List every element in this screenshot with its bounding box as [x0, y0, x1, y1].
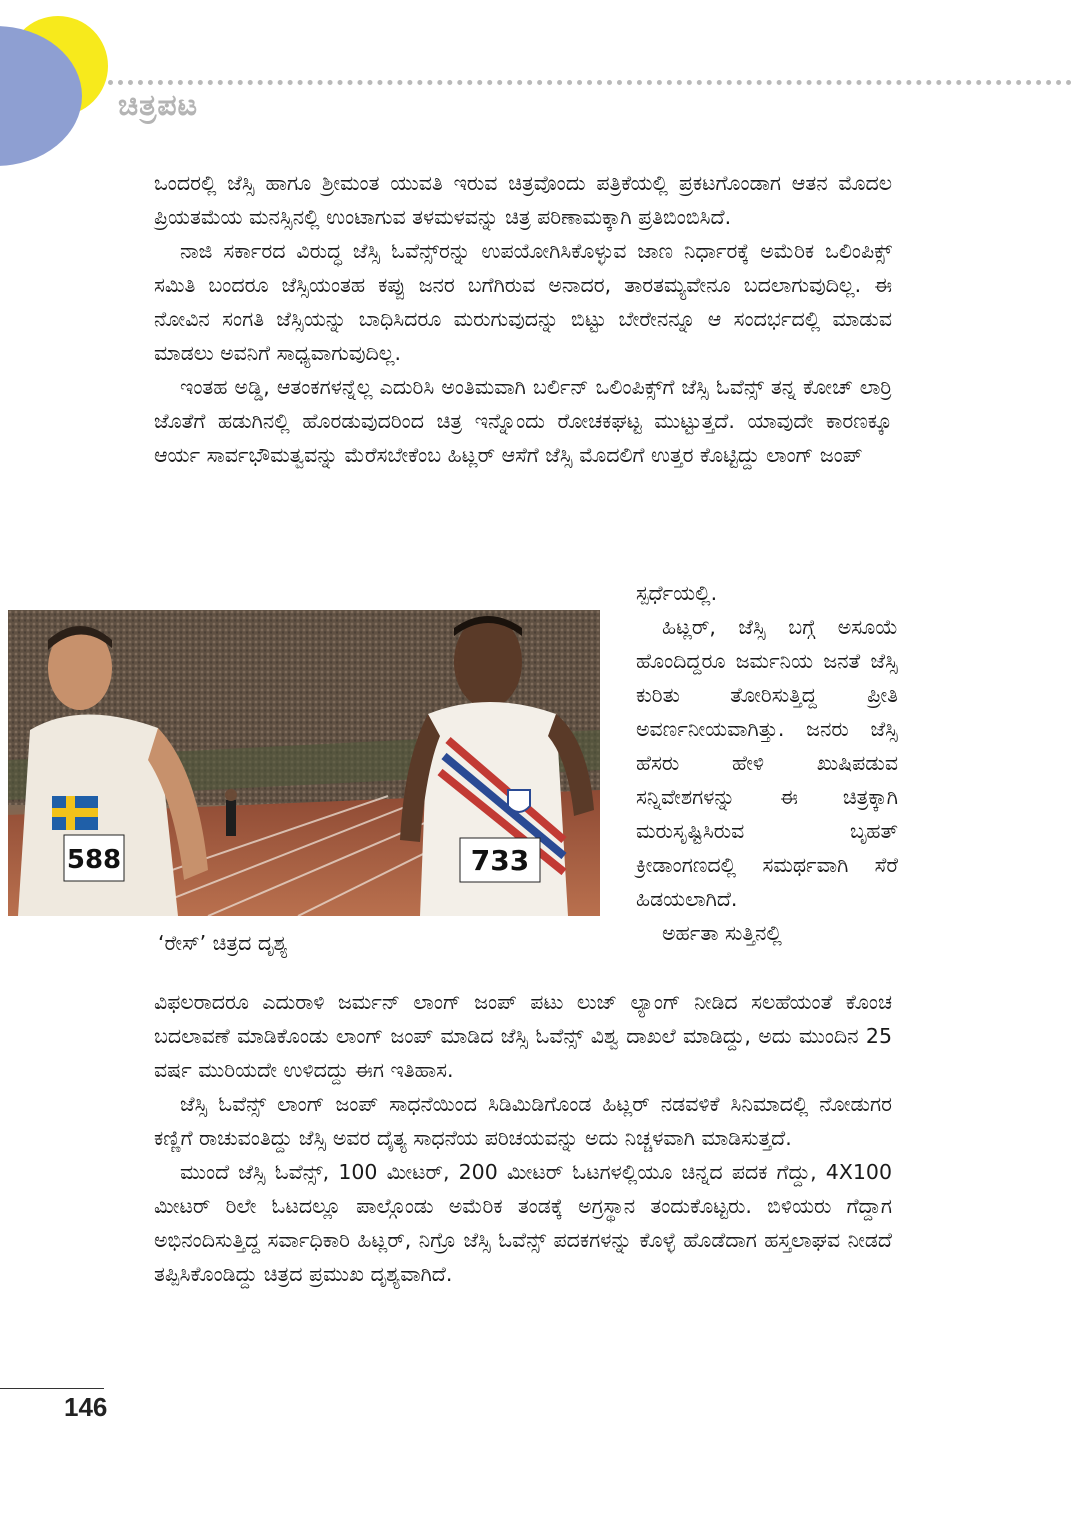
- paragraph: ವಿಫಲರಾದರೂ ಎದುರಾಳಿ ಜರ್ಮನ್ ಲಾಂಗ್ ಜಂಪ್ ಪಟು ಲುಜ್ ಲ್ಯಾಂಗ್ ನೀಡಿದ ಸಲಹೆಯಂತೆ ಕೊಂಚ ಬದಲಾವಣೆ ಮಾಡಿಕೊಂಡು ಲಾಂಗ್ ಜಂಪ್ ಮಾಡಿದ ಜೆಸ್ಸಿ ಓವೆನ್ಸ್ ವಿಶ್ವ ದಾಖಲೆ ಮಾಡಿದ್ದು, ಅದು ಮುಂದಿನ 25 ವರ್ಷ ಮುರಿಯದೇ ಉಳಿದದ್ದು ಈಗ ಇತಿಹಾಸ.: [154, 990, 892, 1082]
- bib-number-left: 588: [66, 845, 122, 875]
- paragraph: ಸ್ಪರ್ಧೆಯಲ್ಲಿ.: [636, 581, 718, 605]
- paragraph: ಇಂತಹ ಅಡ್ಡಿ, ಆತಂಕಗಳನ್ನೆಲ್ಲ ಎದುರಿಸಿ ಅಂತಿಮವಾಗಿ ಬರ್ಲಿನ್ ಒಲಿಂಪಿಕ್ಸ್‌ಗೆ ಜೆಸ್ಸಿ ಓವೆನ್ಸ್ ತನ್ನ ಕೋಚ್ ಲಾರ್ರಿ ಜೊತೆಗೆ ಹಡುಗಿನಲ್ಲಿ ಹೊರಡುವುದರಿಂದ ಚಿತ್ರ ಇನ್ನೊಂದು ರೋಚಕಘಟ್ಟ ಮುಟ್ಟುತ್ತದೆ. ಯಾವುದೇ ಕಾರಣಕ್ಕೂ ಆರ್ಯ ಸಾರ್ವಭೌಮತ್ವವನ್ನು ಮೆರೆಸಬೇಕೆಂಬ ಹಿಟ್ಲರ್ ಆಸೆಗೆ ಜೆಸ್ಸಿ ಮೊದಲಿಗೆ ಉತ್ತರ ಕೊಟ್ಟಿದ್ದು ಲಾಂಗ್ ಜಂಪ್: [154, 375, 892, 467]
- header-dotted-rule: [108, 80, 1072, 85]
- paragraph: ಒಂದರಲ್ಲಿ ಜೆಸ್ಸಿ ಹಾಗೂ ಶ್ರೀಮಂತ ಯುವತಿ ಇರುವ ಚಿತ್ರವೊಂದು ಪತ್ರಿಕೆಯಲ್ಲಿ ಪ್ರಕಟಗೊಂಡಾಗ ಆತನ ಮೊದಲ ಪ್ರಿಯತಮೆಯ ಮನಸ್ಸಿನಲ್ಲಿ ಉಂಟಾಗುವ ತಳಮಳವನ್ನು ಚಿತ್ರ ಪರಿಣಾಮಕ್ಕಾಗಿ ಪ್ರತಿಬಿಂಬಿಸಿದೆ.: [154, 171, 892, 229]
- paragraph: ನಾಜಿ ಸರ್ಕಾರದ ವಿರುದ್ಧ ಜೆಸ್ಸಿ ಓವೆನ್ಸ್‌ರನ್ನು ಉಪಯೋಗಿಸಿಕೊಳ್ಳುವ ಜಾಣ ನಿರ್ಧಾರಕ್ಕೆ ಅಮೆರಿಕ ಒಲಿಂಪಿಕ್ಸ್ ಸಮಿತಿ ಬಂದರೂ ಜೆಸ್ಸಿಯಂತಹ ಕಪ್ಪು ಜನರ ಬಗೆಗಿರುವ ಅನಾದರ, ತಾರತಮ್ಯವೇನೂ ಬದಲಾಗುವುದಿಲ್ಲ. ಈ ನೋವಿನ ಸಂಗತಿ ಜೆಸ್ಸಿಯನ್ನು ಬಾಧಿಸಿದರೂ ಮರುಗುವುದನ್ನು ಬಿಟ್ಟು ಬೇರೇನನ್ನೂ ಆ ಸಂದರ್ಭದಲ್ಲಿ ಮಾಡುವ ಮಾಡಲು ಅವನಿಗೆ ಸಾಧ್ಯವಾಗುವುದಿಲ್ಲ.: [154, 239, 892, 365]
- paragraph: ಜೆಸ್ಸಿ ಓವೆನ್ಸ್ ಲಾಂಗ್ ಜಂಪ್ ಸಾಧನೆಯಿಂದ ಸಿಡಿಮಿಡಿಗೊಂಡ ಹಿಟ್ಲರ್ ನಡವಳಿಕೆ ಸಿನಿಮಾದಲ್ಲಿ ನೋಡುಗರ ಕಣ್ಣಿಗೆ ರಾಚುವಂತಿದ್ದು ಜೆಸ್ಸಿ ಅವರ ದೈತ್ಯ ಸಾಧನೆಯ ಪರಿಚಯವನ್ನು ಅದು ನಿಚ್ಚಳವಾಗಿ ಮಾಡಿಸುತ್ತದೆ.: [154, 1092, 892, 1150]
- paragraph: ಹಿಟ್ಲರ್, ಜೆಸ್ಸಿ ಬಗ್ಗೆ ಅಸೂಯೆ ಹೊಂದಿದ್ದರೂ ಜರ್ಮನಿಯ ಜನತೆ ಜೆಸ್ಸಿ ಕುರಿತು ತೋರಿಸುತ್ತಿದ್ದ ಪ್ರೀತಿ ಅವರ್ಣನೀಯವಾಗಿತ್ತು. ಜನರು ಜೆಸ್ಸಿ ಹೆಸರು ಹೇಳಿ ಖುಷಿಪಡುವ ಸನ್ನಿವೇಶಗಳನ್ನು ಈ ಚಿತ್ರಕ್ಕಾಗಿ ಮರುಸೃಷ್ಟಿಸಿರುವ ಬೃಹತ್ ಕ್ರೀಡಾಂಗಣದಲ್ಲಿ ಸಮರ್ಥವಾಗಿ ಸೆರೆ ಹಿಡಯಲಾಗಿದೆ.: [636, 615, 898, 911]
- article-text-bottom: [154, 985, 892, 1291]
- bib-number-right: 733: [470, 844, 530, 877]
- film-still-illustration: [8, 610, 600, 916]
- film-still-photo: [8, 610, 600, 916]
- article-text-top: [154, 166, 892, 472]
- page-number: 146: [64, 1392, 108, 1422]
- official-figure: [225, 789, 237, 836]
- page-number-rule: [0, 1388, 104, 1389]
- paragraph: ಅರ್ಹತಾ ಸುತ್ತಿನಲ್ಲಿ: [662, 921, 782, 945]
- paragraph: ಮುಂದೆ ಜೆಸ್ಸಿ ಓವೆನ್ಸ್, 100 ಮೀಟರ್, 200 ಮೀಟರ್ ಓಟಗಳಲ್ಲಿಯೂ ಚಿನ್ನದ ಪದಕ ಗೆದ್ದು, 4X100 ಮೀಟರ್ ರಿಲೇ ಓಟದಲ್ಲೂ ಪಾಲ್ಗೊಂಡು ಅಮೆರಿಕ ತಂಡಕ್ಕೆ ಅಗ್ರಸ್ಥಾನ ತಂದುಕೊಟ್ಟರು. ಬಿಳಿಯರು ಗೆದ್ದಾಗ ಅಭಿನಂದಿಸುತ್ತಿದ್ದ ಸರ್ವಾಧಿಕಾರಿ ಹಿಟ್ಲರ್, ನಿಗ್ರೊ ಜೆಸ್ಸಿ ಓವೆನ್ಸ್ ಪದಕಗಳನ್ನು ಕೊಳ್ಳೆ ಹೊಡೆದಾಗ ಹಸ್ತಲಾಘವ ನೀಡದೆ ತಪ್ಪಿಸಿಕೊಂಡಿದ್ದು ಚಿತ್ರದ ಪ್ರಮುಖ ದೃಶ್ಯವಾಗಿದೆ.: [154, 1160, 892, 1286]
- article-text-side-column: [636, 576, 898, 950]
- section-title: ಚಿತ್ರಪಟ: [118, 88, 199, 123]
- figure-caption: ‘ರೇಸ್’ ಚಿತ್ರದ ದೃಶ್ಯ: [158, 931, 288, 955]
